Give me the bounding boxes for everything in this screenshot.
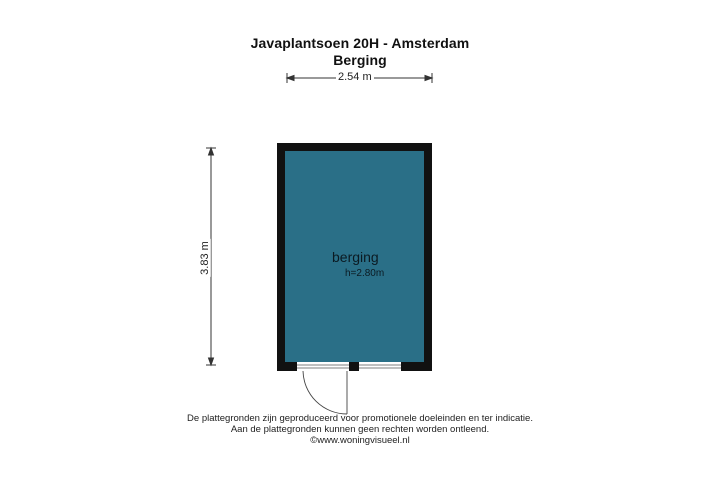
door-swing [303,371,347,414]
room-name-label: berging [332,249,379,265]
depth-dimension-label: 3.83 m [198,241,211,275]
room-height-label: h=2.80m [345,268,385,279]
disclaimer-line-2: Aan de plattegronden kunnen geen rechten worden ontleend. [230,424,490,435]
door-post [351,362,357,371]
copyright-line: ©www.woningvisueel.nl [310,435,410,446]
plan-floor-title: Berging [333,52,387,68]
width-dimension-label: 2.54 m [338,71,372,83]
door-opening-left [297,362,349,371]
door-opening-right [359,362,401,371]
plan-address-title: Javaplantsoen 20H - Amsterdam [250,35,470,51]
disclaimer-line-1: De plattegronden zijn geproduceerd voor promotionele doeleinden en ter indicatie. [187,413,533,424]
